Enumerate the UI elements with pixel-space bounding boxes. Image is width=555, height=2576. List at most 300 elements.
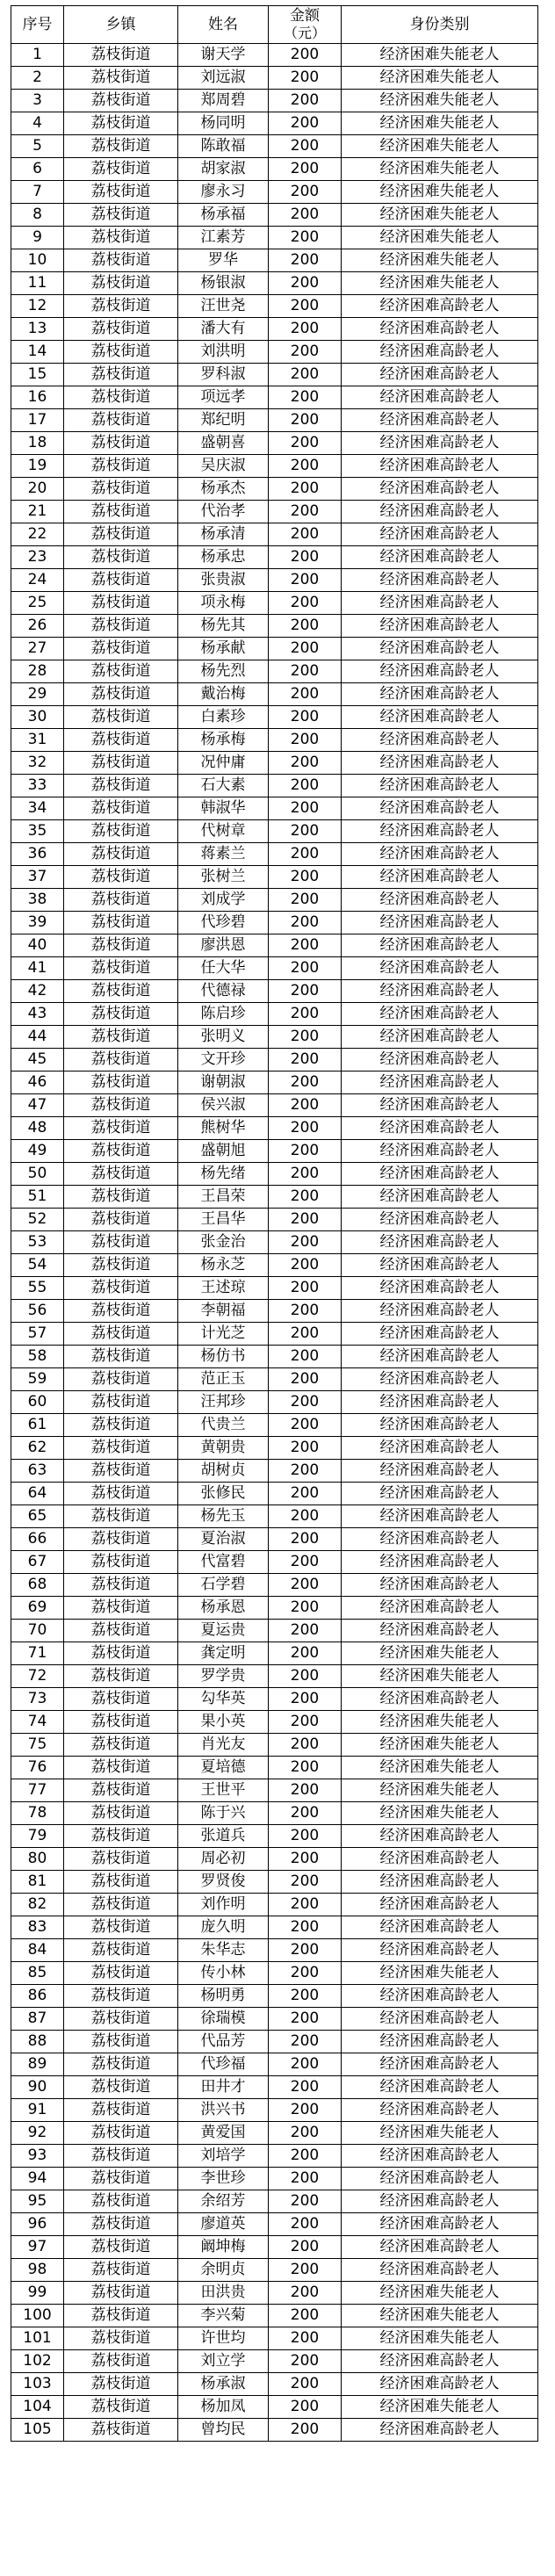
cell-amount: 200 <box>269 1209 342 1231</box>
cell-name: 石大素 <box>178 775 269 797</box>
cell-seq: 82 <box>11 1894 64 1916</box>
cell-type: 经济困难高龄老人 <box>342 455 538 478</box>
cell-town: 荔枝街道 <box>64 1460 178 1483</box>
cell-amount: 200 <box>269 523 342 546</box>
cell-seq: 93 <box>11 2145 64 2168</box>
table-row <box>11 1757 538 1779</box>
table-row <box>11 2031 538 2053</box>
table-row <box>11 1711 538 1734</box>
cell-type: 经济困难高龄老人 <box>342 1825 538 1848</box>
cell-town: 荔枝街道 <box>64 386 178 409</box>
cell-seq: 23 <box>11 546 64 569</box>
cell-name: 代治孝 <box>178 501 269 523</box>
cell-town: 荔枝街道 <box>64 1802 178 1825</box>
cell-type: 经济困难失能老人 <box>342 204 538 227</box>
cell-type: 经济困难高龄老人 <box>342 592 538 615</box>
cell-seq: 87 <box>11 2008 64 2031</box>
cell-type: 经济困难高龄老人 <box>342 1688 538 1711</box>
cell-seq: 45 <box>11 1049 64 1072</box>
cell-town: 荔枝街道 <box>64 1871 178 1894</box>
cell-amount: 200 <box>269 478 342 501</box>
cell-town: 荔枝街道 <box>64 1346 178 1368</box>
cell-amount: 200 <box>269 1962 342 1985</box>
cell-amount: 200 <box>269 455 342 478</box>
cell-amount: 200 <box>269 249 342 272</box>
cell-amount: 200 <box>269 1049 342 1072</box>
cell-amount: 200 <box>269 1779 342 1802</box>
cell-amount: 200 <box>269 1528 342 1551</box>
table-row <box>11 980 538 1003</box>
cell-type: 经济困难高龄老人 <box>342 2236 538 2259</box>
cell-amount: 200 <box>269 501 342 523</box>
table-row <box>11 1939 538 1962</box>
cell-seq: 104 <box>11 2396 64 2419</box>
cell-amount: 200 <box>269 1346 342 1368</box>
cell-seq: 30 <box>11 706 64 729</box>
cell-town: 荔枝街道 <box>64 1665 178 1688</box>
cell-town: 荔枝街道 <box>64 2008 178 2031</box>
cell-seq: 60 <box>11 1391 64 1414</box>
table-row <box>11 1551 538 1574</box>
cell-type: 经济困难高龄老人 <box>342 1916 538 1939</box>
cell-seq: 58 <box>11 1346 64 1368</box>
cell-seq: 86 <box>11 1985 64 2008</box>
cell-name: 文开珍 <box>178 1049 269 1072</box>
cell-type: 经济困难高龄老人 <box>342 1437 538 1460</box>
cell-name: 王述琼 <box>178 1277 269 1300</box>
cell-town: 荔枝街道 <box>64 569 178 592</box>
cell-name: 白素珍 <box>178 706 269 729</box>
cell-seq: 47 <box>11 1094 64 1117</box>
cell-seq: 66 <box>11 1528 64 1551</box>
cell-type: 经济困难高龄老人 <box>342 1597 538 1620</box>
cell-seq: 33 <box>11 775 64 797</box>
table-row <box>11 1505 538 1528</box>
cell-town: 荔枝街道 <box>64 1620 178 1642</box>
cell-town: 荔枝街道 <box>64 2282 178 2305</box>
cell-name: 王昌荣 <box>178 1186 269 1209</box>
cell-type: 经济困难失能老人 <box>342 249 538 272</box>
cell-seq: 74 <box>11 1711 64 1734</box>
cell-type: 经济困难高龄老人 <box>342 660 538 683</box>
cell-town: 荔枝街道 <box>64 1231 178 1254</box>
cell-type: 经济困难失能老人 <box>342 2282 538 2305</box>
cell-seq: 96 <box>11 2213 64 2236</box>
table-row <box>11 2419 538 2442</box>
table-row <box>11 1140 538 1163</box>
table-row <box>11 1003 538 1026</box>
cell-seq: 35 <box>11 820 64 843</box>
cell-amount: 200 <box>269 2008 342 2031</box>
cell-name: 刘洪明 <box>178 341 269 364</box>
table-row <box>11 1117 538 1140</box>
cell-type: 经济困难失能老人 <box>342 112 538 135</box>
cell-amount: 200 <box>269 1505 342 1528</box>
cell-type: 经济困难失能老人 <box>342 1711 538 1734</box>
cell-amount: 200 <box>269 1802 342 1825</box>
cell-type: 经济困难高龄老人 <box>342 1871 538 1894</box>
cell-seq: 18 <box>11 432 64 455</box>
cell-name: 杨永芝 <box>178 1254 269 1277</box>
table-row <box>11 546 538 569</box>
cell-name: 范正玉 <box>178 1368 269 1391</box>
cell-town: 荔枝街道 <box>64 204 178 227</box>
cell-name: 许世均 <box>178 2327 269 2350</box>
cell-name: 项远孝 <box>178 386 269 409</box>
cell-seq: 73 <box>11 1688 64 1711</box>
cell-town: 荔枝街道 <box>64 455 178 478</box>
cell-town: 荔枝街道 <box>64 2327 178 2350</box>
table-row <box>11 797 538 820</box>
table-row <box>11 523 538 546</box>
cell-name: 谢朝淑 <box>178 1072 269 1094</box>
table-row <box>11 1734 538 1757</box>
cell-type: 经济困难高龄老人 <box>342 1254 538 1277</box>
cell-amount: 200 <box>269 980 342 1003</box>
cell-town: 荔枝街道 <box>64 1574 178 1597</box>
table-row <box>11 2350 538 2373</box>
header-town: 乡镇 <box>64 6 178 44</box>
cell-amount: 200 <box>269 2099 342 2122</box>
table-row <box>11 1231 538 1254</box>
cell-town: 荔枝街道 <box>64 592 178 615</box>
cell-town: 荔枝街道 <box>64 364 178 386</box>
cell-town: 荔枝街道 <box>64 2305 178 2327</box>
cell-amount: 200 <box>269 1094 342 1117</box>
cell-amount: 200 <box>269 2213 342 2236</box>
cell-seq: 59 <box>11 1368 64 1391</box>
cell-type: 经济困难高龄老人 <box>342 2373 538 2396</box>
cell-town: 荔枝街道 <box>64 2419 178 2442</box>
cell-seq: 5 <box>11 135 64 158</box>
cell-type: 经济困难失能老人 <box>342 135 538 158</box>
cell-town: 荔枝街道 <box>64 478 178 501</box>
cell-town: 荔枝街道 <box>64 729 178 752</box>
table-row <box>11 112 538 135</box>
table-row <box>11 660 538 683</box>
cell-town: 荔枝街道 <box>64 934 178 957</box>
cell-type: 经济困难失能老人 <box>342 1779 538 1802</box>
cell-seq: 89 <box>11 2053 64 2076</box>
cell-town: 荔枝街道 <box>64 318 178 341</box>
cell-name: 盛朝旭 <box>178 1140 269 1163</box>
table-row <box>11 683 538 706</box>
cell-town: 荔枝街道 <box>64 980 178 1003</box>
cell-name: 杨承淑 <box>178 2373 269 2396</box>
cell-town: 荔枝街道 <box>64 2396 178 2419</box>
cell-name: 庞久明 <box>178 1916 269 1939</box>
cell-amount: 200 <box>269 752 342 775</box>
cell-amount: 200 <box>269 2305 342 2327</box>
table-row <box>11 1916 538 1939</box>
cell-type: 经济困难失能老人 <box>342 227 538 249</box>
cell-seq: 79 <box>11 1825 64 1848</box>
cell-amount: 200 <box>269 866 342 889</box>
cell-name: 况仲庸 <box>178 752 269 775</box>
cell-name: 盛朝喜 <box>178 432 269 455</box>
cell-town: 荔枝街道 <box>64 2099 178 2122</box>
cell-type: 经济困难高龄老人 <box>342 1163 538 1186</box>
cell-town: 荔枝街道 <box>64 1140 178 1163</box>
cell-type: 经济困难高龄老人 <box>342 615 538 638</box>
cell-type: 经济困难高龄老人 <box>342 638 538 660</box>
cell-town: 荔枝街道 <box>64 1277 178 1300</box>
table-row <box>11 752 538 775</box>
cell-type: 经济困难高龄老人 <box>342 295 538 318</box>
cell-amount: 200 <box>269 1894 342 1916</box>
cell-amount: 200 <box>269 1642 342 1665</box>
cell-name: 江素芳 <box>178 227 269 249</box>
cell-type: 经济困难高龄老人 <box>342 2145 538 2168</box>
cell-seq: 54 <box>11 1254 64 1277</box>
cell-amount: 200 <box>269 1026 342 1049</box>
cell-amount: 200 <box>269 1277 342 1300</box>
cell-amount: 200 <box>269 638 342 660</box>
table-row <box>11 1620 538 1642</box>
cell-town: 荔枝街道 <box>64 957 178 980</box>
cell-town: 荔枝街道 <box>64 912 178 934</box>
cell-type: 经济困难高龄老人 <box>342 546 538 569</box>
table-row <box>11 1665 538 1688</box>
cell-name: 杨承福 <box>178 204 269 227</box>
cell-amount: 200 <box>269 615 342 638</box>
cell-type: 经济困难高龄老人 <box>342 501 538 523</box>
cell-town: 荔枝街道 <box>64 2213 178 2236</box>
cell-seq: 65 <box>11 1505 64 1528</box>
cell-seq: 41 <box>11 957 64 980</box>
cell-type: 经济困难高龄老人 <box>342 797 538 820</box>
cell-type: 经济困难失能老人 <box>342 44 538 67</box>
table-row <box>11 1483 538 1505</box>
cell-town: 荔枝街道 <box>64 341 178 364</box>
cell-seq: 14 <box>11 341 64 364</box>
cell-town: 荔枝街道 <box>64 752 178 775</box>
cell-seq: 98 <box>11 2259 64 2282</box>
cell-amount: 200 <box>269 67 342 90</box>
cell-amount: 200 <box>269 1871 342 1894</box>
cell-type: 经济困难失能老人 <box>342 1802 538 1825</box>
cell-name: 夏培德 <box>178 1757 269 1779</box>
table-row <box>11 1254 538 1277</box>
table-row <box>11 227 538 249</box>
cell-name: 代品芳 <box>178 2031 269 2053</box>
table-row <box>11 1072 538 1094</box>
cell-name: 郑周碧 <box>178 90 269 112</box>
cell-type: 经济困难高龄老人 <box>342 1117 538 1140</box>
cell-seq: 7 <box>11 181 64 204</box>
cell-amount: 200 <box>269 569 342 592</box>
cell-type: 经济困难高龄老人 <box>342 1574 538 1597</box>
cell-seq: 42 <box>11 980 64 1003</box>
cell-seq: 38 <box>11 889 64 912</box>
table-row <box>11 615 538 638</box>
cell-amount: 200 <box>269 2076 342 2099</box>
cell-town: 荔枝街道 <box>64 2145 178 2168</box>
cell-name: 李朝福 <box>178 1300 269 1323</box>
table-row <box>11 1688 538 1711</box>
cell-amount: 200 <box>269 820 342 843</box>
cell-name: 田洪贵 <box>178 2282 269 2305</box>
cell-amount: 200 <box>269 204 342 227</box>
table-row <box>11 2259 538 2282</box>
table-row <box>11 90 538 112</box>
table-row <box>11 1779 538 1802</box>
cell-town: 荔枝街道 <box>64 2190 178 2213</box>
cell-amount: 200 <box>269 1368 342 1391</box>
table-row <box>11 272 538 295</box>
cell-seq: 61 <box>11 1414 64 1437</box>
cell-town: 荔枝街道 <box>64 2122 178 2145</box>
table-row <box>11 729 538 752</box>
table-row <box>11 1300 538 1323</box>
cell-amount: 200 <box>269 2031 342 2053</box>
cell-type: 经济困难高龄老人 <box>342 1277 538 1300</box>
cell-town: 荔枝街道 <box>64 546 178 569</box>
cell-amount: 200 <box>269 1483 342 1505</box>
cell-town: 荔枝街道 <box>64 889 178 912</box>
cell-seq: 53 <box>11 1231 64 1254</box>
cell-town: 荔枝街道 <box>64 44 178 67</box>
cell-type: 经济困难高龄老人 <box>342 2419 538 2442</box>
table-row <box>11 1985 538 2008</box>
cell-name: 项永梅 <box>178 592 269 615</box>
cell-town: 荔枝街道 <box>64 1825 178 1848</box>
cell-amount: 200 <box>269 592 342 615</box>
cell-name: 吴庆淑 <box>178 455 269 478</box>
cell-seq: 94 <box>11 2168 64 2190</box>
table-row <box>11 1528 538 1551</box>
cell-town: 荔枝街道 <box>64 181 178 204</box>
cell-type: 经济困难高龄老人 <box>342 523 538 546</box>
cell-seq: 24 <box>11 569 64 592</box>
cell-name: 杨先绪 <box>178 1163 269 1186</box>
table-header <box>11 6 538 44</box>
cell-amount: 200 <box>269 660 342 683</box>
cell-type: 经济困难高龄老人 <box>342 729 538 752</box>
cell-type: 经济困难高龄老人 <box>342 1140 538 1163</box>
cell-name: 张金治 <box>178 1231 269 1254</box>
cell-name: 杨承献 <box>178 638 269 660</box>
cell-type: 经济困难高龄老人 <box>342 1985 538 2008</box>
table-row <box>11 409 538 432</box>
cell-type: 经济困难高龄老人 <box>342 318 538 341</box>
table-row <box>11 1825 538 1848</box>
cell-name: 张树兰 <box>178 866 269 889</box>
cell-name: 杨仿书 <box>178 1346 269 1368</box>
cell-amount: 200 <box>269 432 342 455</box>
cell-type: 经济困难高龄老人 <box>342 478 538 501</box>
cell-type: 经济困难失能老人 <box>342 90 538 112</box>
cell-town: 荔枝街道 <box>64 2259 178 2282</box>
cell-seq: 97 <box>11 2236 64 2259</box>
cell-seq: 8 <box>11 204 64 227</box>
table-row <box>11 501 538 523</box>
cell-seq: 25 <box>11 592 64 615</box>
cell-type: 经济困难失能老人 <box>342 1962 538 1985</box>
table-row <box>11 2373 538 2396</box>
cell-town: 荔枝街道 <box>64 1209 178 1231</box>
table-row <box>11 318 538 341</box>
cell-town: 荔枝街道 <box>64 1483 178 1505</box>
table-row <box>11 866 538 889</box>
table-row <box>11 2008 538 2031</box>
table-row <box>11 1414 538 1437</box>
cell-type: 经济困难高龄老人 <box>342 364 538 386</box>
cell-amount: 200 <box>269 1848 342 1871</box>
cell-type: 经济困难高龄老人 <box>342 386 538 409</box>
cell-town: 荔枝街道 <box>64 1414 178 1437</box>
cell-type: 经济困难高龄老人 <box>342 2053 538 2076</box>
table-row <box>11 1346 538 1368</box>
cell-name: 杨先其 <box>178 615 269 638</box>
cell-name: 计光芝 <box>178 1323 269 1346</box>
cell-seq: 76 <box>11 1757 64 1779</box>
cell-name: 代珍碧 <box>178 912 269 934</box>
cell-seq: 103 <box>11 2373 64 2396</box>
cell-seq: 13 <box>11 318 64 341</box>
cell-name: 谢天学 <box>178 44 269 67</box>
cell-town: 荔枝街道 <box>64 1779 178 1802</box>
table-row <box>11 957 538 980</box>
cell-seq: 6 <box>11 158 64 181</box>
cell-seq: 9 <box>11 227 64 249</box>
cell-amount: 200 <box>269 889 342 912</box>
cell-amount: 200 <box>269 706 342 729</box>
cell-amount: 200 <box>269 957 342 980</box>
table-row <box>11 249 538 272</box>
cell-type: 经济困难高龄老人 <box>342 957 538 980</box>
cell-town: 荔枝街道 <box>64 249 178 272</box>
cell-amount: 200 <box>269 1734 342 1757</box>
cell-seq: 55 <box>11 1277 64 1300</box>
cell-town: 荔枝街道 <box>64 683 178 706</box>
cell-seq: 88 <box>11 2031 64 2053</box>
cell-seq: 16 <box>11 386 64 409</box>
cell-town: 荔枝街道 <box>64 1163 178 1186</box>
cell-seq: 4 <box>11 112 64 135</box>
cell-type: 经济困难高龄老人 <box>342 934 538 957</box>
cell-seq: 34 <box>11 797 64 820</box>
cell-amount: 200 <box>269 1665 342 1688</box>
cell-type: 经济困难高龄老人 <box>342 752 538 775</box>
cell-name: 杨承清 <box>178 523 269 546</box>
table-row <box>11 135 538 158</box>
cell-name: 余明贞 <box>178 2259 269 2282</box>
cell-name: 汪世尧 <box>178 295 269 318</box>
header-amount-unit: （元） <box>283 25 326 41</box>
cell-town: 荔枝街道 <box>64 1688 178 1711</box>
cell-town: 荔枝街道 <box>64 1254 178 1277</box>
cell-type: 经济困难高龄老人 <box>342 775 538 797</box>
cell-type: 经济困难高龄老人 <box>342 1460 538 1483</box>
cell-town: 荔枝街道 <box>64 775 178 797</box>
table-row <box>11 1277 538 1300</box>
cell-name: 熊树华 <box>178 1117 269 1140</box>
cell-name: 刘立学 <box>178 2350 269 2373</box>
table-row <box>11 1163 538 1186</box>
cell-type: 经济困难高龄老人 <box>342 2031 538 2053</box>
cell-amount: 200 <box>269 2236 342 2259</box>
cell-town: 荔枝街道 <box>64 1757 178 1779</box>
table-row <box>11 2168 538 2190</box>
cell-town: 荔枝街道 <box>64 272 178 295</box>
cell-name: 罗科淑 <box>178 364 269 386</box>
cell-name: 廖永习 <box>178 181 269 204</box>
cell-name: 代德禄 <box>178 980 269 1003</box>
table-row <box>11 1026 538 1049</box>
cell-name: 陈敢福 <box>178 135 269 158</box>
cell-seq: 48 <box>11 1117 64 1140</box>
